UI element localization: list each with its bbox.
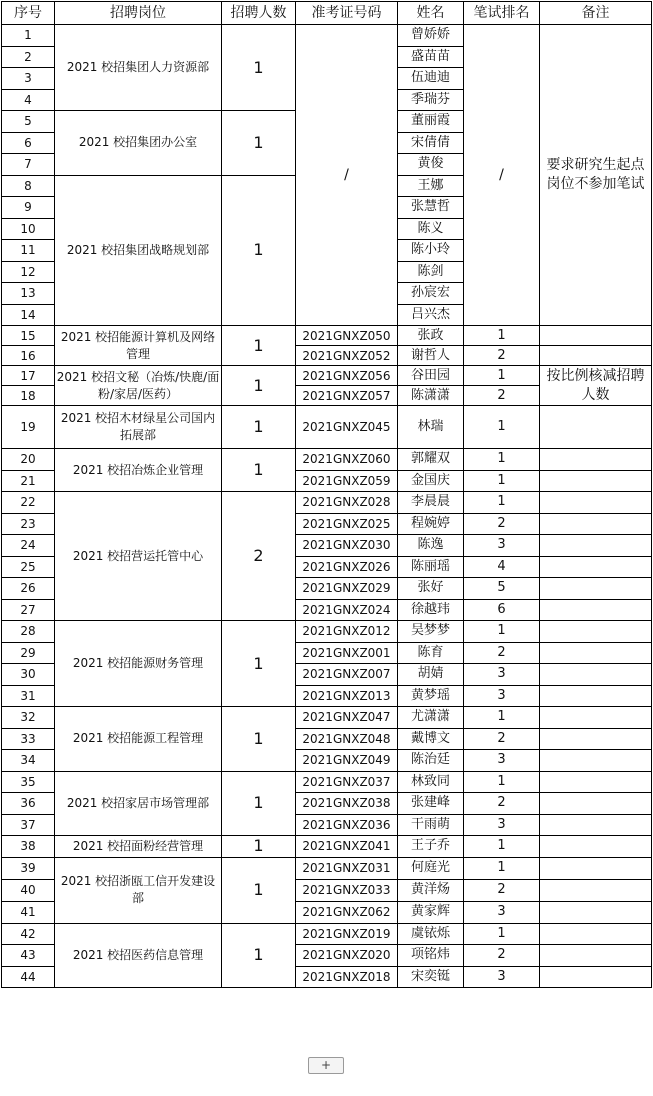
- position-cell: 2021 校招冶炼企业管理: [55, 449, 222, 492]
- row-number-cell: 35: [2, 771, 55, 793]
- name-cell: 何庭光: [398, 857, 464, 879]
- position-cell: 2021 校招能源计算机及网络管理: [55, 326, 222, 366]
- add-sheet-button[interactable]: +: [308, 1057, 344, 1074]
- rank-cell: 6: [464, 599, 540, 621]
- name-cell: 曾娇娇: [398, 25, 464, 47]
- name-cell: 陈义: [398, 218, 464, 240]
- name-cell: 林致同: [398, 771, 464, 793]
- table-row: [2, 707, 652, 729]
- rank-cell: 2: [464, 346, 540, 366]
- row-number-cell: 41: [2, 901, 55, 923]
- note-cell: [540, 836, 652, 858]
- row-number-cell: 2: [2, 46, 55, 68]
- row-number-cell: 10: [2, 218, 55, 240]
- name-cell: 张好: [398, 578, 464, 600]
- rank-cell: 3: [464, 535, 540, 557]
- exam-id-cell: 2021GNXZ050: [296, 326, 398, 346]
- row-number-cell: 15: [2, 326, 55, 346]
- name-cell: 孙宸宏: [398, 283, 464, 305]
- name-cell: 尤潇潇: [398, 707, 464, 729]
- row-number-cell: 36: [2, 793, 55, 815]
- note-cell: [540, 879, 652, 901]
- exam-id-cell: 2021GNXZ020: [296, 945, 398, 967]
- name-cell: 陈育: [398, 642, 464, 664]
- name-cell: 李晨晨: [398, 492, 464, 514]
- name-cell: 吕兴杰: [398, 304, 464, 326]
- name-cell: 黄梦瑶: [398, 685, 464, 707]
- header-cell-name: 姓名: [398, 2, 464, 25]
- row-number-cell: 22: [2, 492, 55, 514]
- name-cell: 干雨萌: [398, 814, 464, 836]
- note-cell: [540, 966, 652, 988]
- header-cell-exam-id: 准考证号码: [296, 2, 398, 25]
- note-cell: [540, 556, 652, 578]
- row-number-cell: 28: [2, 621, 55, 643]
- rank-cell: 3: [464, 685, 540, 707]
- note-cell: [540, 707, 652, 729]
- rank-cell: 1: [464, 492, 540, 514]
- exam-id-cell: 2021GNXZ041: [296, 836, 398, 858]
- exam-id-slash-cell: /: [296, 25, 398, 326]
- note-cell: [540, 664, 652, 686]
- rank-cell: 3: [464, 901, 540, 923]
- exam-id-cell: 2021GNXZ036: [296, 814, 398, 836]
- header-cell-count: 招聘人数: [222, 2, 296, 25]
- name-cell: 王娜: [398, 175, 464, 197]
- table-row: [2, 621, 652, 643]
- row-number-cell: 33: [2, 728, 55, 750]
- rank-cell: 1: [464, 707, 540, 729]
- position-cell: 2021 校招集团办公室: [55, 111, 222, 176]
- row-number-cell: 42: [2, 923, 55, 945]
- rank-cell: 1: [464, 923, 540, 945]
- name-cell: 陈小玲: [398, 240, 464, 262]
- position-cell: 2021 校招集团人力资源部: [55, 25, 222, 111]
- hire-count-cell: 1: [222, 366, 296, 406]
- name-cell: 黄洋炀: [398, 879, 464, 901]
- rank-cell: 1: [464, 470, 540, 492]
- exam-id-cell: 2021GNXZ026: [296, 556, 398, 578]
- exam-id-cell: 2021GNXZ018: [296, 966, 398, 988]
- rank-cell: 1: [464, 406, 540, 449]
- name-cell: 宋倩倩: [398, 132, 464, 154]
- row-number-cell: 38: [2, 836, 55, 858]
- rank-cell: 2: [464, 879, 540, 901]
- exam-id-cell: 2021GNXZ059: [296, 470, 398, 492]
- name-cell: 谷田园: [398, 366, 464, 386]
- note-cell: [540, 492, 652, 514]
- exam-id-cell: 2021GNXZ012: [296, 621, 398, 643]
- row-number-cell: 31: [2, 685, 55, 707]
- row-number-cell: 26: [2, 578, 55, 600]
- table-row: [2, 406, 652, 449]
- table-row: [2, 857, 652, 879]
- rank-cell: 3: [464, 664, 540, 686]
- hire-count-cell: 2: [222, 492, 296, 621]
- row-number-cell: 30: [2, 664, 55, 686]
- hire-count-cell: 1: [222, 449, 296, 492]
- row-number-cell: 12: [2, 261, 55, 283]
- position-cell: 2021 校招家居市场管理部: [55, 771, 222, 836]
- rank-cell: 2: [464, 945, 540, 967]
- row-number-cell: 6: [2, 132, 55, 154]
- row-number-cell: 20: [2, 449, 55, 471]
- note-cell: [540, 599, 652, 621]
- name-cell: 陈剑: [398, 261, 464, 283]
- note-cell: 要求研究生起点岗位不参加笔试: [540, 25, 652, 326]
- row-number-cell: 29: [2, 642, 55, 664]
- hire-count-cell: 1: [222, 857, 296, 923]
- row-number-cell: 27: [2, 599, 55, 621]
- table-row: [2, 25, 652, 47]
- rank-cell: 1: [464, 771, 540, 793]
- hire-count-cell: 1: [222, 923, 296, 988]
- results-table: [1, 1, 652, 988]
- row-number-cell: 19: [2, 406, 55, 449]
- note-cell: [540, 750, 652, 772]
- exam-id-cell: 2021GNXZ048: [296, 728, 398, 750]
- name-cell: 吴梦梦: [398, 621, 464, 643]
- name-cell: 徐越玮: [398, 599, 464, 621]
- hire-count-cell: 1: [222, 111, 296, 176]
- header-cell-note: 备注: [540, 2, 652, 25]
- note-cell: [540, 793, 652, 815]
- table-row: [2, 923, 652, 945]
- hire-count-cell: 1: [222, 771, 296, 836]
- row-number-cell: 18: [2, 386, 55, 406]
- row-number-cell: 44: [2, 966, 55, 988]
- note-cell: [540, 857, 652, 879]
- exam-id-cell: 2021GNXZ052: [296, 346, 398, 366]
- rank-cell: 3: [464, 966, 540, 988]
- name-cell: 黄俊: [398, 154, 464, 176]
- note-cell: [540, 771, 652, 793]
- header-cell-rank: 笔试排名: [464, 2, 540, 25]
- row-number-cell: 34: [2, 750, 55, 772]
- name-cell: 陈潇潇: [398, 386, 464, 406]
- rank-cell: 4: [464, 556, 540, 578]
- name-cell: 张政: [398, 326, 464, 346]
- exam-id-cell: 2021GNXZ062: [296, 901, 398, 923]
- exam-id-cell: 2021GNXZ031: [296, 857, 398, 879]
- position-cell: 2021 校招文秘（冶炼/快鹿/面粉/家居/医药）: [55, 366, 222, 406]
- table-row: [2, 492, 652, 514]
- rank-cell: 2: [464, 386, 540, 406]
- name-cell: 陈治廷: [398, 750, 464, 772]
- row-number-cell: 3: [2, 68, 55, 90]
- exam-id-cell: 2021GNXZ047: [296, 707, 398, 729]
- row-number-cell: 21: [2, 470, 55, 492]
- hire-count-cell: 1: [222, 406, 296, 449]
- row-number-cell: 17: [2, 366, 55, 386]
- rank-cell: 5: [464, 578, 540, 600]
- name-cell: 王子乔: [398, 836, 464, 858]
- note-cell: [540, 578, 652, 600]
- rank-cell: 1: [464, 621, 540, 643]
- name-cell: 项铭炜: [398, 945, 464, 967]
- table-row: [2, 771, 652, 793]
- note-cell: [540, 449, 652, 471]
- position-cell: 2021 校招营运托管中心: [55, 492, 222, 621]
- exam-id-cell: 2021GNXZ001: [296, 642, 398, 664]
- name-cell: 谢哲人: [398, 346, 464, 366]
- row-number-cell: 24: [2, 535, 55, 557]
- exam-id-cell: 2021GNXZ028: [296, 492, 398, 514]
- row-number-cell: 4: [2, 89, 55, 111]
- row-number-cell: 1: [2, 25, 55, 47]
- name-cell: 陈丽瑶: [398, 556, 464, 578]
- exam-id-cell: 2021GNXZ049: [296, 750, 398, 772]
- name-cell: 程婉婷: [398, 513, 464, 535]
- exam-id-cell: 2021GNXZ033: [296, 879, 398, 901]
- position-cell: 2021 校招能源工程管理: [55, 707, 222, 772]
- table-row: [2, 366, 652, 386]
- header-cell-no: 序号: [2, 2, 55, 25]
- position-cell: 2021 校招医药信息管理: [55, 923, 222, 988]
- note-cell: [540, 406, 652, 449]
- exam-id-cell: 2021GNXZ013: [296, 685, 398, 707]
- exam-id-cell: 2021GNXZ007: [296, 664, 398, 686]
- name-cell: 黄家辉: [398, 901, 464, 923]
- name-cell: 盛苗苗: [398, 46, 464, 68]
- row-number-cell: 43: [2, 945, 55, 967]
- name-cell: 季瑞芬: [398, 89, 464, 111]
- rank-cell: 2: [464, 642, 540, 664]
- exam-id-cell: 2021GNXZ025: [296, 513, 398, 535]
- position-cell: 2021 校招能源财务管理: [55, 621, 222, 707]
- name-cell: 董丽霞: [398, 111, 464, 133]
- row-number-cell: 5: [2, 111, 55, 133]
- name-cell: 陈逸: [398, 535, 464, 557]
- position-cell: 2021 校招面粉经营管理: [55, 836, 222, 858]
- exam-id-cell: 2021GNXZ024: [296, 599, 398, 621]
- exam-id-cell: 2021GNXZ045: [296, 406, 398, 449]
- row-number-cell: 11: [2, 240, 55, 262]
- note-cell: [540, 685, 652, 707]
- note-cell: [540, 326, 652, 346]
- row-number-cell: 40: [2, 879, 55, 901]
- name-cell: 郭耀双: [398, 449, 464, 471]
- position-cell: 2021 校招浙瓯工信开发建设部: [55, 857, 222, 923]
- rank-cell: 1: [464, 449, 540, 471]
- name-cell: 伍迪迪: [398, 68, 464, 90]
- exam-id-cell: 2021GNXZ056: [296, 366, 398, 386]
- header-row: [2, 2, 652, 25]
- header-cell-position: 招聘岗位: [55, 2, 222, 25]
- hire-count-cell: 1: [222, 326, 296, 366]
- note-cell: [540, 621, 652, 643]
- rank-slash-cell: /: [464, 25, 540, 326]
- note-cell: 按比例核减招聘人数: [540, 366, 652, 406]
- table-body: [2, 25, 652, 988]
- row-number-cell: 37: [2, 814, 55, 836]
- rank-cell: 1: [464, 857, 540, 879]
- position-cell: 2021 校招木材绿星公司国内拓展部: [55, 406, 222, 449]
- note-cell: [540, 945, 652, 967]
- row-number-cell: 39: [2, 857, 55, 879]
- name-cell: 张慧哲: [398, 197, 464, 219]
- note-cell: [540, 346, 652, 366]
- hire-count-cell: 1: [222, 175, 296, 326]
- rank-cell: 1: [464, 366, 540, 386]
- rank-cell: 2: [464, 793, 540, 815]
- note-cell: [540, 728, 652, 750]
- note-cell: [540, 642, 652, 664]
- exam-id-cell: 2021GNXZ019: [296, 923, 398, 945]
- rank-cell: 1: [464, 836, 540, 858]
- exam-id-cell: 2021GNXZ038: [296, 793, 398, 815]
- exam-id-cell: 2021GNXZ029: [296, 578, 398, 600]
- name-cell: 金国庆: [398, 470, 464, 492]
- name-cell: 胡婧: [398, 664, 464, 686]
- hire-count-cell: 1: [222, 836, 296, 858]
- hire-count-cell: 1: [222, 621, 296, 707]
- rank-cell: 3: [464, 750, 540, 772]
- name-cell: 林瑞: [398, 406, 464, 449]
- row-number-cell: 9: [2, 197, 55, 219]
- rank-cell: 2: [464, 728, 540, 750]
- row-number-cell: 23: [2, 513, 55, 535]
- note-cell: [540, 535, 652, 557]
- exam-id-cell: 2021GNXZ030: [296, 535, 398, 557]
- note-cell: [540, 814, 652, 836]
- table-row: [2, 836, 652, 858]
- exam-id-cell: 2021GNXZ057: [296, 386, 398, 406]
- hire-count-cell: 1: [222, 25, 296, 111]
- note-cell: [540, 923, 652, 945]
- row-number-cell: 16: [2, 346, 55, 366]
- rank-cell: 2: [464, 513, 540, 535]
- name-cell: 戴博文: [398, 728, 464, 750]
- row-number-cell: 25: [2, 556, 55, 578]
- note-cell: [540, 470, 652, 492]
- exam-id-cell: 2021GNXZ037: [296, 771, 398, 793]
- position-cell: 2021 校招集团战略规划部: [55, 175, 222, 326]
- name-cell: 宋奕铤: [398, 966, 464, 988]
- name-cell: 虞铱烁: [398, 923, 464, 945]
- row-number-cell: 8: [2, 175, 55, 197]
- row-number-cell: 32: [2, 707, 55, 729]
- table-row: [2, 326, 652, 346]
- note-cell: [540, 513, 652, 535]
- exam-id-cell: 2021GNXZ060: [296, 449, 398, 471]
- name-cell: 张建峰: [398, 793, 464, 815]
- rank-cell: 3: [464, 814, 540, 836]
- table-row: [2, 449, 652, 471]
- row-number-cell: 13: [2, 283, 55, 305]
- row-number-cell: 7: [2, 154, 55, 176]
- row-number-cell: 14: [2, 304, 55, 326]
- rank-cell: 1: [464, 326, 540, 346]
- hire-count-cell: 1: [222, 707, 296, 772]
- note-cell: [540, 901, 652, 923]
